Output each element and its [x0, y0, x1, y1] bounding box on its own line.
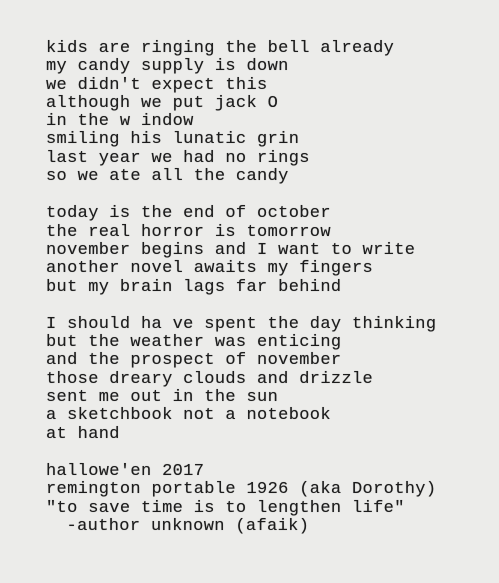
poem-line: a sketchbook not a notebook — [46, 406, 331, 426]
poem-line: we didn't expect this — [46, 75, 268, 95]
poem-line: sent me out in the sun — [46, 388, 279, 408]
poem-line: smiling his lunatic grin — [46, 130, 300, 150]
poem-line: at hand — [46, 424, 120, 444]
poem-line: so we ate all the candy — [46, 167, 289, 187]
poem-line: my candy supply is down — [46, 57, 289, 77]
poem-line: I should ha ve spent the day thinking — [46, 314, 437, 334]
poem-line: but the weather was enticing — [46, 333, 342, 353]
stanza-3 — [46, 316, 436, 444]
stanza-2 — [46, 205, 436, 296]
poem — [46, 40, 436, 536]
colophon-quote: "to save time is to lengthen life" — [46, 498, 405, 518]
poem-line: but my brain lags far behind — [46, 277, 342, 297]
poem-line: those dreary clouds and drizzle — [46, 369, 374, 389]
poem-line: last year we had no rings — [46, 148, 310, 168]
poem-line: the real horror is tomorrow — [46, 222, 331, 242]
poem-line: another novel awaits my fingers — [46, 259, 374, 279]
poem-line: and the prospect of november — [46, 351, 342, 371]
colophon — [46, 463, 436, 536]
poem-line: although we put jack O — [46, 93, 279, 113]
colophon-typewriter: remington portable 1926 (aka Dorothy) — [46, 480, 437, 500]
poem-line: kids are ringing the bell already — [46, 39, 395, 58]
poem-line: today is the end of october — [46, 204, 331, 224]
colophon-attribution: -author unknown (afaik) — [56, 516, 310, 536]
stanza-1 — [46, 40, 436, 186]
poem-line: in the w indow — [46, 112, 194, 132]
colophon-date: hallowe'en 2017 — [46, 461, 205, 481]
poem-line: november begins and I want to write — [46, 240, 416, 260]
